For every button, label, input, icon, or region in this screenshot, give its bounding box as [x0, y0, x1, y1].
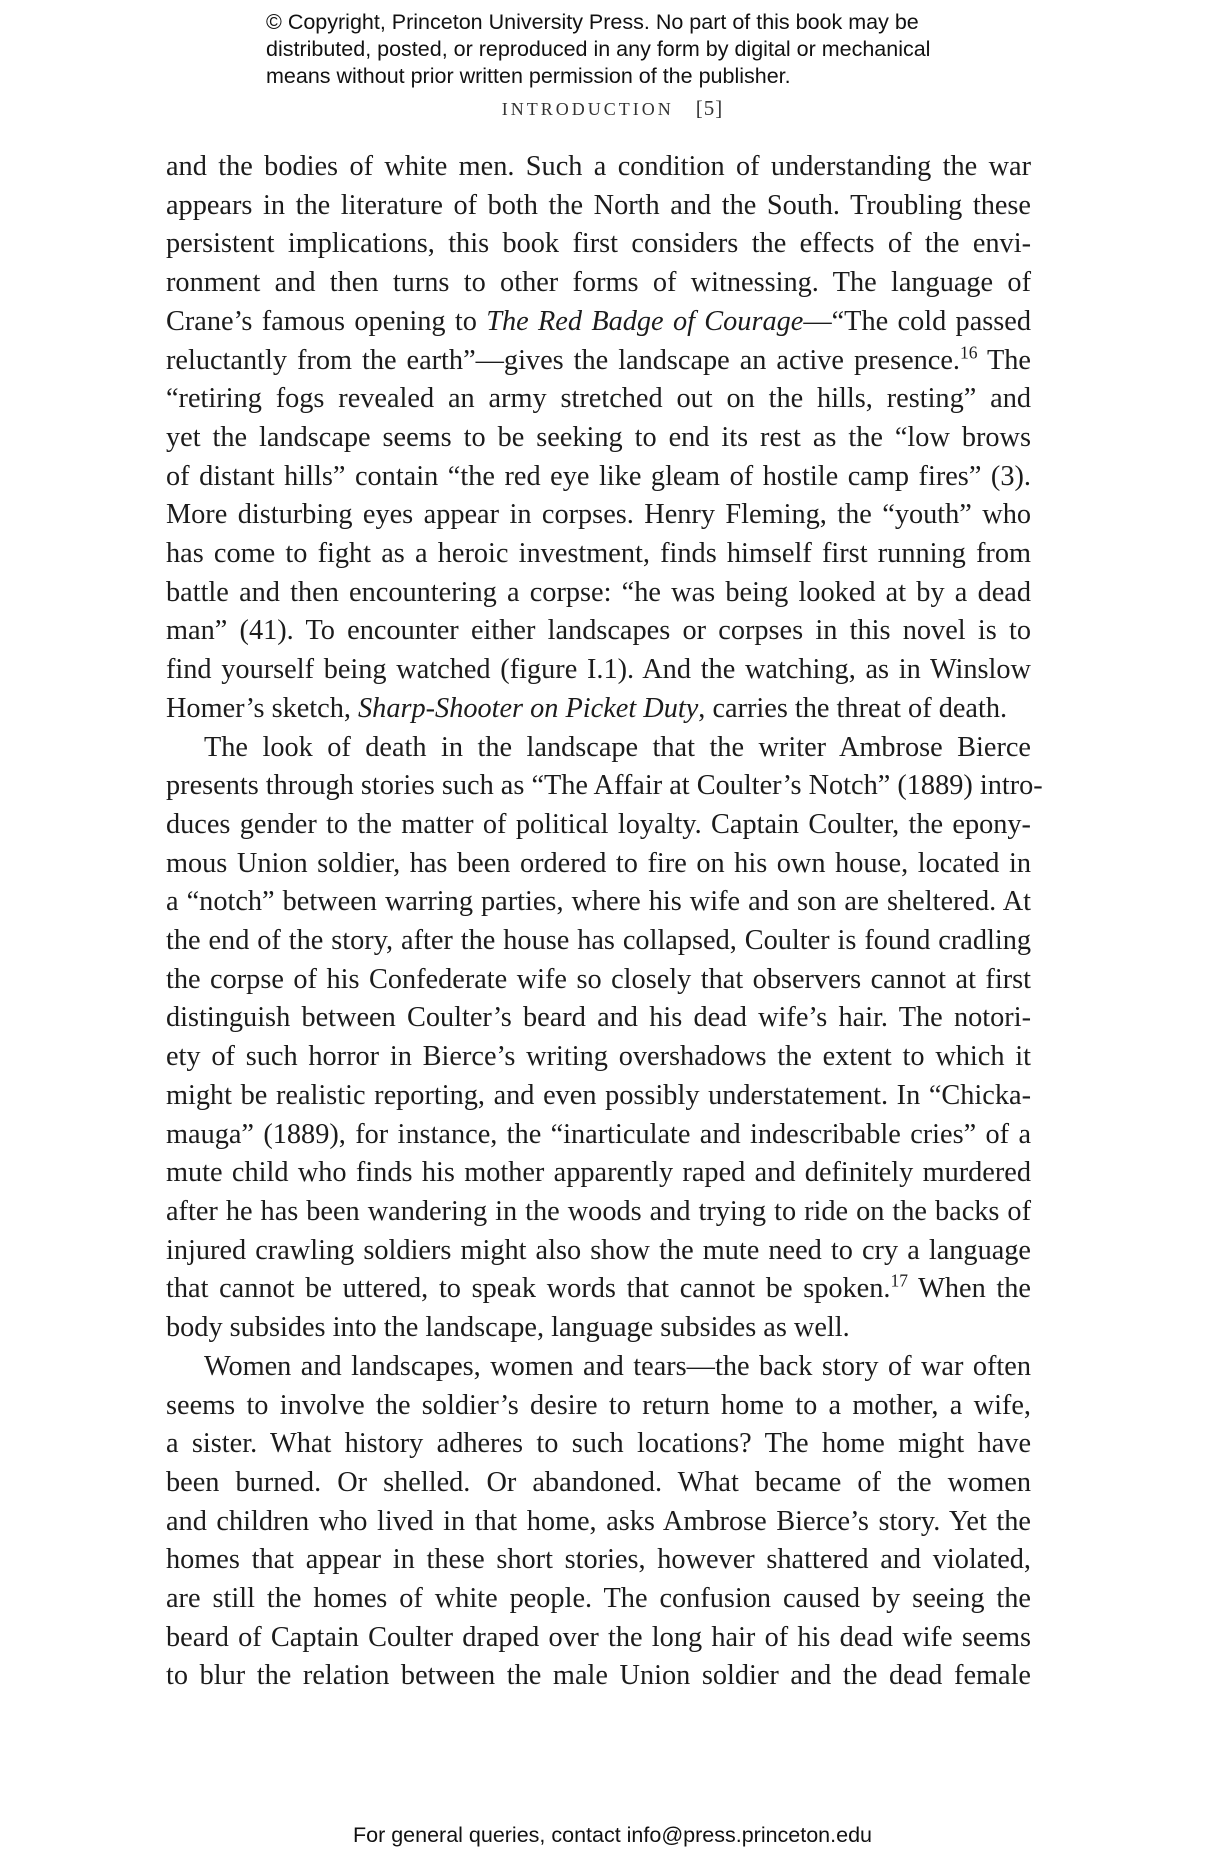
text-segment: Crane’s famous opening to: [166, 305, 487, 337]
text-line: [166, 1387, 1031, 1426]
text-line: [166, 535, 1031, 574]
text-segment: seems to involve the soldier’s desire to return home to a mother, a wife,: [166, 1389, 1031, 1421]
text-segment: injured crawling soldiers might also show the mute need to cry a language: [166, 1234, 1031, 1266]
copyright-line: distributed, posted, or reproduced in any form by digital or mechanical: [266, 37, 931, 61]
text-segment: body subsides into the landscape, language subsides as well.: [166, 1312, 850, 1344]
text-segment: that cannot be uttered, to speak words that cannot be spoken.: [166, 1273, 891, 1305]
text-line: [166, 1232, 1031, 1271]
text-line: [166, 729, 1031, 768]
text-segment: the corpse of his Confederate wife so closely that observers cannot at first: [166, 963, 1031, 995]
text-segment: to blur the relation between the male Union soldier and the dead female: [166, 1660, 1031, 1692]
text-line: [166, 1193, 1031, 1232]
text-segment: , carries the threat of death.: [698, 692, 1008, 724]
text-segment: might be realistic reporting, and even possibly understatement. In “Chicka-: [166, 1079, 1031, 1111]
text-line: [166, 1116, 1031, 1155]
text-line: [166, 264, 1031, 303]
text-line: [166, 1541, 1031, 1580]
text-line: [166, 1619, 1031, 1658]
text-segment: and children who lived in that home, asks Ambrose Bierce’s story. Yet the: [166, 1505, 1031, 1537]
text-segment: mauga” (1889), for instance, the “inarticulate and indescribable cries” of a: [166, 1118, 1031, 1150]
footer-contact: For general queries, contact info@press.princeton.edu: [352, 1823, 872, 1847]
running-head-title: INTRODUCTION: [501, 99, 674, 119]
text-line: [166, 1580, 1031, 1619]
text-segment: presents through stories such as “The Affair at Coulter’s Notch” (1889) intro-: [166, 770, 1043, 802]
text-line: [166, 342, 1031, 381]
text-line: [166, 1348, 1031, 1387]
text-segment: —“The cold passed: [803, 305, 1031, 337]
text-segment: mute child who finds his mother apparently raped and definitely murdered: [166, 1157, 1031, 1189]
text-line: [166, 612, 1031, 651]
text-line: [166, 1657, 1031, 1696]
italic-title: The Red Badge of Courage: [486, 305, 804, 337]
page-number: [5]: [695, 96, 724, 120]
copyright-line: © Copyright, Princeton University Press. No part of this book may be: [266, 10, 919, 34]
text-segment: “retiring fogs revealed an army stretched out on the hills, resting” and: [166, 383, 1031, 415]
text-segment: ronment and then turns to other forms of witnessing. The language of: [166, 267, 1031, 299]
text-line: [166, 225, 1031, 264]
text-line: [166, 883, 1031, 922]
text-segment: are still the homes of white people. The confusion caused by seeing the: [166, 1583, 1031, 1615]
text-segment: duces gender to the matter of political loyalty. Captain Coulter, the epony-: [166, 808, 1031, 840]
text-line: [166, 767, 1043, 806]
text-line: [166, 922, 1031, 961]
text-segment: beard of Captain Coulter draped over the long hair of his dead wife seems: [166, 1621, 1031, 1653]
text-line: [166, 1309, 1031, 1348]
text-line: [166, 1503, 1031, 1542]
text-line: [166, 690, 1031, 729]
text-segment: ety of such horror in Bierce’s writing overshadows the extent to which it: [166, 1041, 1031, 1073]
text-line: [166, 999, 1031, 1038]
text-line: [166, 303, 1031, 342]
text-line: [166, 187, 1031, 226]
text-segment: man” (41). To encounter either landscapes or corpses in this novel is to: [166, 615, 1031, 647]
text-line: [166, 1464, 1031, 1503]
text-line: [166, 148, 1031, 187]
footnote-ref: 17: [890, 1270, 908, 1291]
text-segment: More disturbing eyes appear in corpses. Henry Fleming, the “youth” who: [166, 499, 1031, 531]
running-head: [0, 96, 1225, 121]
text-line: [166, 380, 1031, 419]
text-line: [166, 574, 1031, 613]
text-segment: reluctantly from the earth”—gives the landscape an active presence.: [166, 344, 960, 376]
text-line: [166, 651, 1031, 690]
text-segment: mous Union soldier, has been ordered to fire on his own house, located in: [166, 847, 1031, 879]
copyright-notice: [266, 9, 1026, 90]
text-segment: The look of death in the landscape that the writer Ambrose Bierce: [204, 731, 1031, 763]
text-line: [166, 419, 1031, 458]
text-segment: appears in the literature of both the North and the South. Troubling these: [166, 189, 1031, 221]
text-segment: a sister. What history adheres to such locations? The home might have: [166, 1428, 1031, 1460]
text-segment: a “notch” between warring parties, where his wife and son are sheltered. At: [166, 886, 1031, 918]
text-segment: persistent implications, this book first considers the effects of the envi-: [166, 228, 1031, 260]
text-line: [166, 845, 1031, 884]
text-segment: Homer’s sketch,: [166, 692, 359, 724]
italic-title: Sharp-Shooter on Picket Duty: [358, 692, 699, 724]
text-segment: been burned. Or shelled. Or abandoned. What became of the women: [166, 1466, 1031, 1498]
text-segment: The: [977, 344, 1031, 376]
text-segment: distinguish between Coulter’s beard and his dead wife’s hair. The notori-: [166, 1002, 1031, 1034]
text-segment: When the: [908, 1273, 1031, 1305]
text-segment: battle and then encountering a corpse: “he was being looked at by a dead: [166, 576, 1031, 608]
text-segment: Women and landscapes, women and tears—the back story of war often: [204, 1350, 1031, 1382]
text-line: [166, 458, 1031, 497]
text-line: [166, 1038, 1031, 1077]
text-line: [166, 806, 1031, 845]
text-line: [166, 1425, 1031, 1464]
text-segment: yet the landscape seems to be seeking to end its rest as the “low brows: [166, 421, 1031, 453]
text-segment: and the bodies of white men. Such a condition of understanding the war: [166, 151, 1031, 182]
text-segment: of distant hills” contain “the red eye like gleam of hostile camp fires” (3).: [166, 460, 1031, 492]
text-line: [166, 961, 1031, 1000]
text-segment: find yourself being watched (figure I.1). And the watching, as in Winslow: [166, 654, 1031, 686]
text-segment: the end of the story, after the house has collapsed, Coulter is found cradling: [166, 925, 1031, 957]
text-segment: after he has been wandering in the woods and trying to ride on the backs of: [166, 1195, 1031, 1227]
text-segment: has come to fight as a heroic investment, finds himself first running from: [166, 538, 1031, 570]
text-line: [166, 496, 1031, 535]
text-line: [166, 1077, 1031, 1116]
body-text: [166, 148, 1043, 1696]
text-segment: homes that appear in these short stories, however shattered and violated,: [166, 1544, 1031, 1576]
footnote-ref: 16: [960, 342, 978, 363]
copyright-line: means without prior written permission of the publisher.: [266, 64, 791, 88]
text-line: [166, 1270, 1031, 1309]
text-line: [166, 1154, 1031, 1193]
